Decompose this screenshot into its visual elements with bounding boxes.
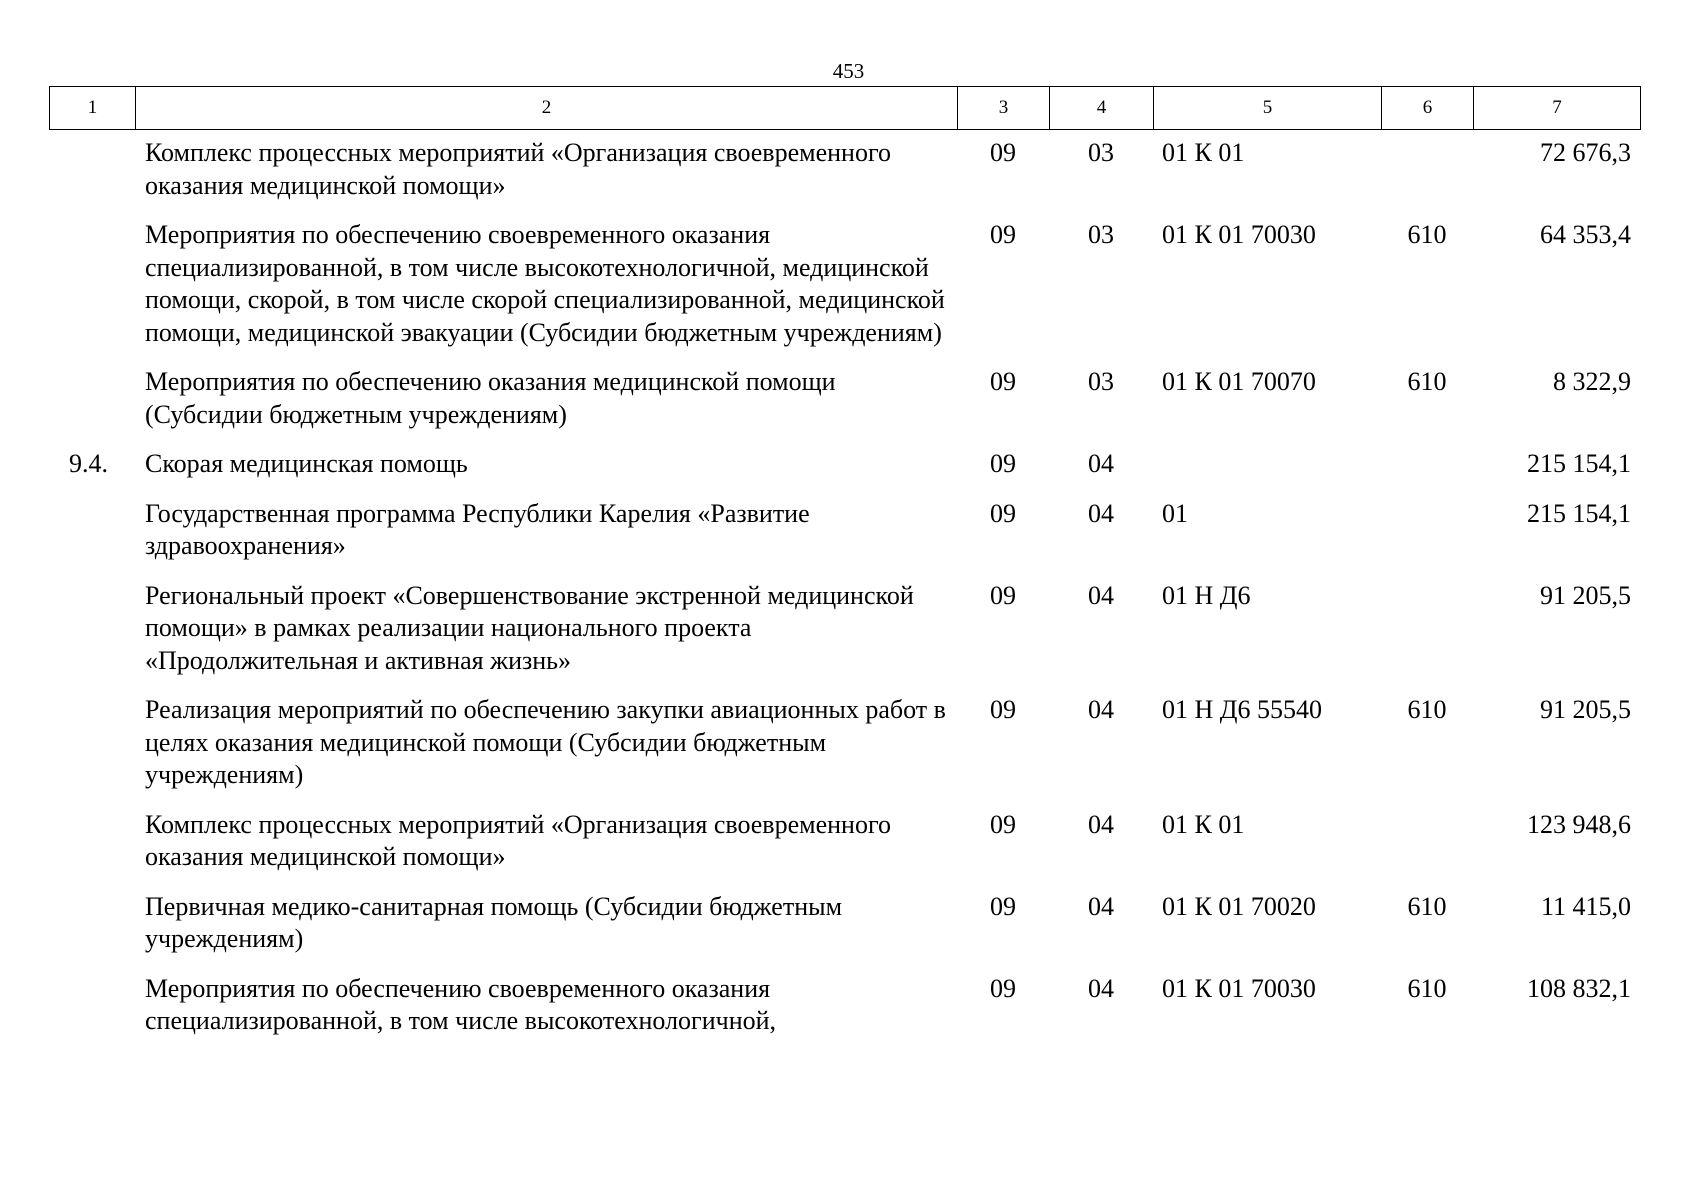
row-expense-type: 610 [1407, 220, 1447, 249]
row-target-code: 01 Н Д6 [1162, 580, 1251, 610]
row-amount: 215 154,1 [1527, 449, 1631, 478]
row-expense-type: 610 [1407, 891, 1447, 921]
row-number [49, 580, 135, 678]
row-expense-type [1381, 498, 1473, 563]
table-row [49, 809, 1640, 874]
row-subsection: 03 [1088, 367, 1114, 396]
row-name: Мероприятия по обеспечению оказания медицинской помощи (Субсидии бюджетным учреждениям) [145, 367, 836, 429]
row-expense-type [1381, 809, 1473, 874]
row-subsection: 04 [1088, 695, 1114, 724]
row-target-code: 01 К 01 [1162, 138, 1245, 167]
row-expense-type: 610 [1407, 973, 1447, 1003]
header-col-1: 1 [50, 87, 136, 130]
row-expense-type [1381, 137, 1473, 202]
table-row [49, 366, 1640, 431]
row-amount: 64 353,4 [1540, 220, 1631, 249]
row-name: Первичная медико-санитарная помощь (Субсидии бюджетным учреждениям) [145, 891, 843, 953]
row-number [49, 891, 135, 956]
row-name: Мероприятия по обеспечению своевременного оказания специализированной, в том числе высокотехнологичной, медицинской помощи, скорой, в том числе скорой специализированной, медицинской помощи, медицинской эвакуации (Субсидии бюджетным учреждениям) [145, 220, 945, 347]
row-subsection: 04 [1088, 449, 1114, 478]
table-row [49, 137, 1640, 202]
row-amount: 91 205,5 [1540, 695, 1631, 724]
row-target-code: 01 К 01 70030 [1162, 220, 1316, 249]
row-name: Комплекс процессных мероприятий «Организация своевременного оказания медицинской помощи» [145, 138, 891, 200]
table-row [49, 498, 1640, 563]
row-section: 09 [990, 449, 1016, 478]
row-target-code: 01 Н Д6 55540 [1162, 695, 1323, 724]
row-name: Государственная программа Республики Карелия «Развитие здравоохранения» [145, 498, 810, 560]
header-col-2: 2 [136, 87, 958, 130]
table-row [49, 891, 1640, 956]
row-section: 09 [990, 695, 1016, 724]
row-number [49, 137, 135, 202]
row-section: 09 [990, 973, 1016, 1003]
row-amount: 215 154,1 [1527, 498, 1631, 528]
row-target-code: 01 К 01 70030 [1162, 973, 1316, 1003]
row-expense-type [1381, 448, 1473, 481]
row-target-code: 01 [1162, 498, 1188, 528]
row-target-code: 01 К 01 [1162, 809, 1245, 839]
row-number [49, 809, 135, 874]
row-name: Реализация мероприятий по обеспечению закупки авиационных работ в целях оказания медицинской помощи (Субсидии бюджетным учреждениям) [145, 695, 946, 789]
row-subsection: 03 [1088, 220, 1114, 249]
row-number [49, 973, 135, 1038]
row-number [49, 366, 135, 431]
header-col-6: 6 [1382, 87, 1474, 130]
row-amount: 72 676,3 [1540, 138, 1631, 167]
row-subsection: 04 [1088, 498, 1114, 528]
row-expense-type: 610 [1407, 695, 1447, 724]
row-number [49, 498, 135, 563]
row-name: Комплекс процессных мероприятий «Организация своевременного оказания медицинской помощи» [145, 809, 891, 871]
row-subsection: 04 [1088, 973, 1114, 1003]
row-section: 09 [990, 138, 1016, 167]
table-header [49, 86, 1641, 130]
table-row [49, 448, 1640, 481]
row-number [49, 219, 135, 349]
row-amount: 91 205,5 [1540, 580, 1631, 610]
row-expense-type [1381, 580, 1473, 678]
table-row [49, 580, 1640, 678]
table-row [49, 219, 1640, 349]
row-section: 09 [990, 367, 1016, 396]
row-subsection: 03 [1088, 138, 1114, 167]
header-col-4: 4 [1050, 87, 1154, 130]
row-number [49, 694, 135, 792]
row-amount: 123 948,6 [1527, 809, 1631, 839]
table-row [49, 973, 1640, 1038]
row-expense-type: 610 [1407, 367, 1447, 396]
row-section: 09 [990, 891, 1016, 921]
row-subsection: 04 [1088, 580, 1114, 610]
header-col-3: 3 [958, 87, 1050, 130]
table-body [49, 137, 1640, 1055]
row-section: 09 [990, 809, 1016, 839]
row-target-code [1153, 448, 1381, 481]
row-name: Скорая медицинская помощь [145, 449, 468, 478]
header-col-5: 5 [1154, 87, 1382, 130]
table-row [49, 694, 1640, 792]
row-subsection: 04 [1088, 891, 1114, 921]
row-section: 09 [990, 220, 1016, 249]
row-target-code: 01 К 01 70070 [1162, 367, 1316, 396]
row-section: 09 [990, 580, 1016, 610]
row-subsection: 04 [1088, 809, 1114, 839]
row-number: 9.4. [69, 449, 108, 478]
header-col-7: 7 [1474, 87, 1641, 130]
row-amount: 11 415,0 [1540, 891, 1631, 921]
row-amount: 8 322,9 [1553, 367, 1631, 396]
row-section: 09 [990, 498, 1016, 528]
row-name: Мероприятия по обеспечению своевременного оказания специализированной, в том числе высокотехнологичной, [145, 973, 777, 1035]
row-name: Региональный проект «Совершенствование экстренной медицинской помощи» в рамках реализации национального проекта «Продолжительная и активная жизнь» [145, 580, 914, 675]
row-amount: 108 832,1 [1527, 973, 1631, 1003]
row-target-code: 01 К 01 70020 [1162, 891, 1316, 921]
page-number: 453 [832, 59, 865, 83]
